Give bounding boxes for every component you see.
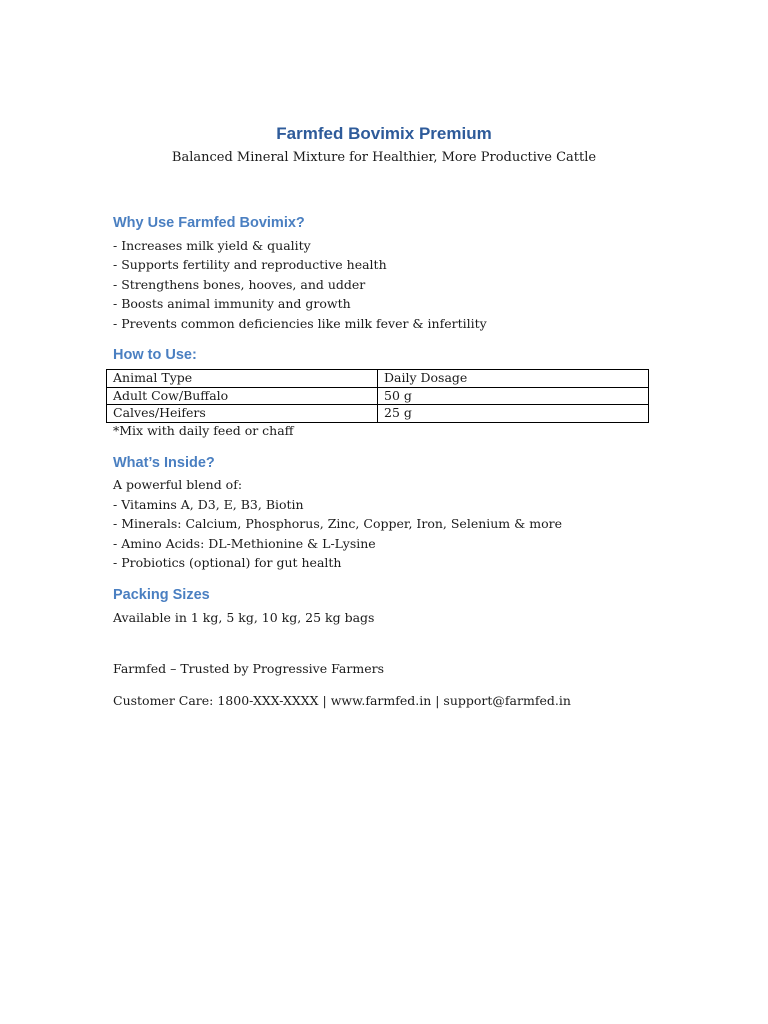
table-row <box>107 405 649 423</box>
footer-tagline: Farmfed – Trusted by Progressive Farmers <box>113 661 384 676</box>
whats-inside-heading: What’s Inside? <box>113 455 215 471</box>
table-header-cell: Animal Type <box>107 370 378 388</box>
customer-care-contact: Customer Care: 1800-XXX-XXXX | www.farmfed.in | support@farmfed.in <box>113 693 571 708</box>
table-cell: 25 g <box>378 405 649 423</box>
whats-inside-list <box>113 495 562 573</box>
why-use-list <box>113 236 487 333</box>
list-item: - Probiotics (optional) for gut health <box>113 555 342 571</box>
list-item: - Strengthens bones, hooves, and udder <box>113 276 366 292</box>
why-use-heading: Why Use Farmfed Bovimix? <box>113 215 305 231</box>
how-to-use-heading: How to Use: <box>113 347 197 363</box>
list-item: - Boosts animal immunity and growth <box>113 296 351 312</box>
document-subtitle: Balanced Mineral Mixture for Healthier, More Productive Cattle <box>171 150 597 165</box>
dosage-table <box>106 369 649 423</box>
packing-sizes-text: Available in 1 kg, 5 kg, 10 kg, 25 kg bags <box>113 610 375 625</box>
table-header-cell: Daily Dosage <box>378 370 649 388</box>
packing-sizes-heading: Packing Sizes <box>113 587 210 603</box>
list-item: - Supports fertility and reproductive health <box>113 257 387 273</box>
mix-note: *Mix with daily feed or chaff <box>113 423 294 438</box>
document-title: Farmfed Bovimix Premium <box>276 124 492 143</box>
table-header-row <box>107 370 649 388</box>
table-row <box>107 387 649 405</box>
whats-inside-intro: A powerful blend of: <box>113 477 243 492</box>
list-item: - Prevents common deficiencies like milk fever & infertility <box>113 315 487 331</box>
table-cell: Calves/Heifers <box>107 405 378 423</box>
list-item: - Vitamins A, D3, E, B3, Biotin <box>113 497 304 512</box>
table-cell: Adult Cow/Buffalo <box>107 387 378 405</box>
list-item: - Minerals: Calcium, Phosphorus, Zinc, Copper, Iron, Selenium & more <box>113 516 562 532</box>
table-cell: 50 g <box>378 387 649 405</box>
list-item: - Amino Acids: DL-Methionine & L-Lysine <box>113 535 376 551</box>
list-item: - Increases milk yield & quality <box>113 238 311 253</box>
